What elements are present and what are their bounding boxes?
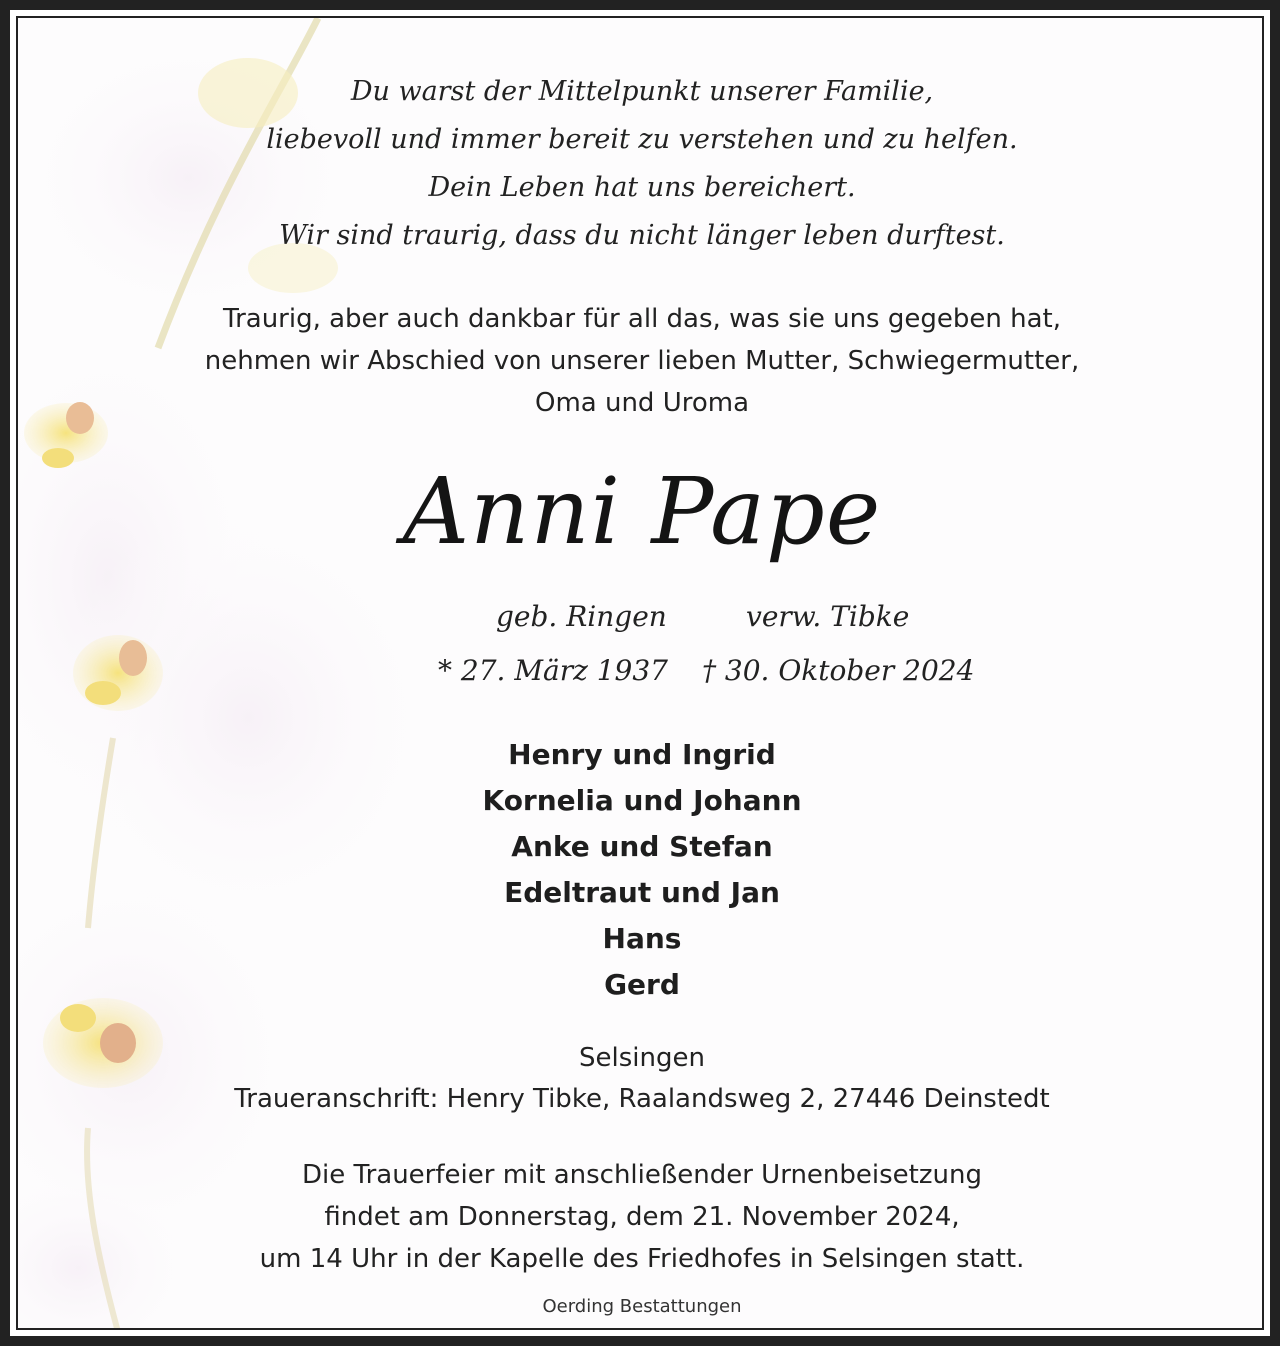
death-date: † 30. Oktober 2024 (702, 654, 975, 687)
mourning-address: Traueranschrift: Henry Tibke, Raalandsweg 2, 27446 Deinstedt (234, 1084, 1050, 1114)
widowed-name: verw. Tibke (746, 600, 910, 633)
service-line: Die Trauerfeier mit anschließender Urnenbeisetzung (302, 1160, 982, 1190)
birth-date: * 27. März 1937 (438, 654, 668, 687)
mourner-name: Edeltraut und Jan (504, 876, 780, 909)
mourner-name: Anke und Stefan (511, 830, 773, 863)
service-line: findet am Donnerstag, dem 21. November 2024, (324, 1202, 960, 1232)
verse-line: Dein Leben hat uns bereichert. (428, 172, 856, 203)
verse-line: liebevoll und immer bereit zu verstehen und zu helfen. (266, 124, 1018, 155)
intro-line: nehmen wir Abschied von unserer lieben Mutter, Schwiegermutter, (204, 346, 1080, 376)
intro-line: Oma und Uroma (534, 388, 750, 418)
mourner-name: Henry und Ingrid (508, 738, 776, 771)
deceased-name: Anni Pape (402, 458, 882, 565)
verse-line: Du warst der Mittelpunkt unserer Familie, (350, 76, 934, 107)
birth-name: geb. Ringen (496, 600, 667, 633)
service-line: um 14 Uhr in der Kapelle des Friedhofes in Selsingen statt. (259, 1244, 1025, 1274)
verse-line: Wir sind traurig, dass du nicht länger leben durftest. (279, 220, 1005, 251)
obituary-card (16, 16, 1264, 1330)
mourner-name: Kornelia und Johann (482, 784, 802, 817)
obituary-text (18, 18, 1264, 1330)
undertaker-credit: Oerding Bestattungen (542, 1296, 742, 1317)
mourner-name: Gerd (604, 968, 680, 1001)
mourner-name: Hans (602, 922, 682, 955)
intro-line: Traurig, aber auch dankbar für all das, was sie uns gegeben hat, (223, 304, 1061, 334)
location: Selsingen (579, 1043, 705, 1073)
